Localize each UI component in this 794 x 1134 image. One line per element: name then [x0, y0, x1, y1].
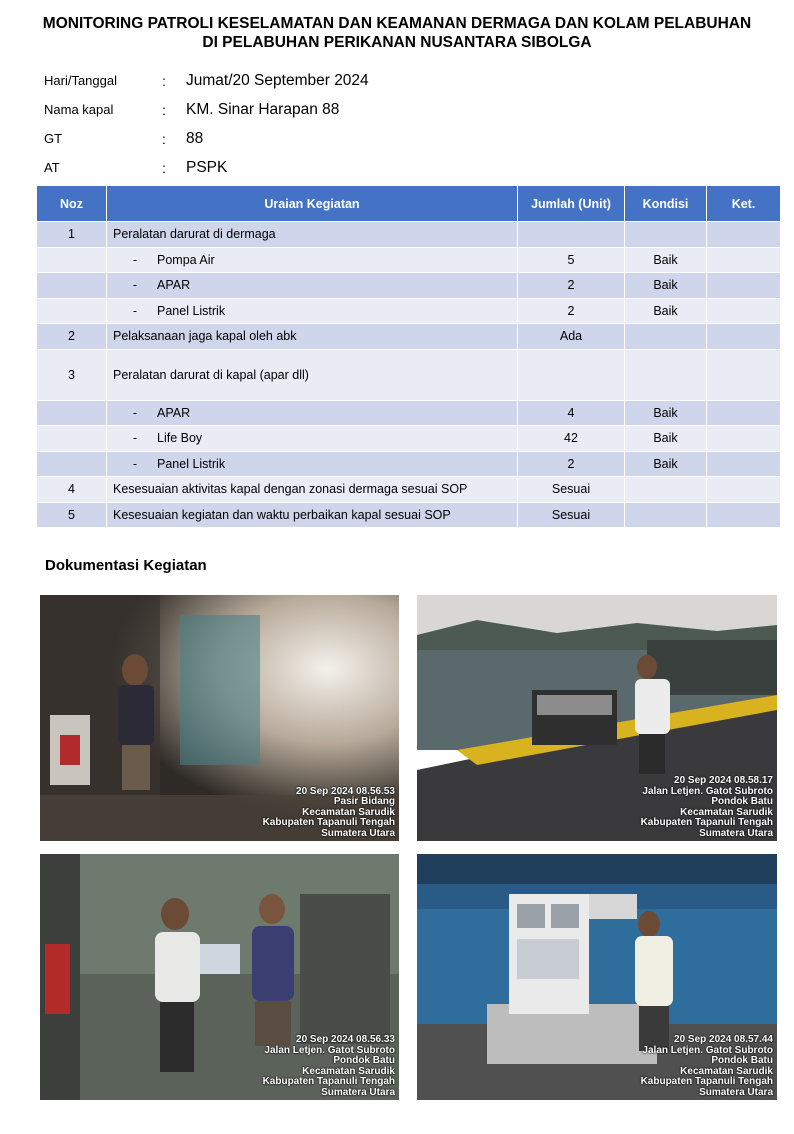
table-row: [37, 273, 781, 299]
cell-uraian: [107, 451, 518, 477]
info-row-gt: [44, 124, 644, 153]
cell-jumlah: [518, 349, 625, 400]
cell-uraian: [107, 247, 518, 273]
cell-jumlah: 5: [518, 247, 625, 273]
cell-jumlah: Sesuai: [518, 502, 625, 528]
cell-no: [37, 451, 107, 477]
info-row-at: [44, 153, 644, 182]
cell-item: Panel Listrik: [157, 303, 226, 318]
info-colon: :: [162, 130, 166, 147]
table-row: [37, 400, 781, 426]
photo-timestamp: 20 Sep 2024 08.57.44 Jalan Letjen. Gatot Subroto Pondok Batu Kecamatan Sarudik Kabupaten Tapanuli Tengah Sumatera Utara: [640, 1034, 773, 1098]
cell-uraian: [107, 400, 518, 426]
cell-no: 1: [37, 222, 107, 248]
info-colon: :: [162, 159, 166, 176]
photo-harbour-quay: [417, 595, 777, 841]
cell-kondisi: [625, 222, 707, 248]
cell-uraian: Kesesuaian kegiatan dan waktu perbaikan kapal sesuai SOP: [107, 502, 518, 528]
cell-ket: [707, 426, 781, 452]
info-row-ship-name: [44, 95, 644, 124]
cell-no: 2: [37, 324, 107, 350]
table-row: [37, 451, 781, 477]
cell-kondisi: Baik: [625, 273, 707, 299]
photo-electrical-panel: [417, 854, 777, 1100]
cell-uraian: Peralatan darurat di dermaga: [107, 222, 518, 248]
cell-kondisi: [625, 502, 707, 528]
cell-jumlah: 2: [518, 451, 625, 477]
cell-jumlah: Sesuai: [518, 477, 625, 503]
document-title-line2: DI PELABUHAN PERIKANAN NUSANTARA SIBOLGA: [202, 34, 592, 51]
table-row: [37, 298, 781, 324]
cell-dash: -: [132, 456, 138, 471]
cell-kondisi: [625, 477, 707, 503]
info-row-date: [44, 66, 644, 95]
cell-ket: [707, 247, 781, 273]
header-no: Noz: [37, 186, 107, 222]
cell-dash: -: [132, 431, 138, 446]
info-label: Nama kapal: [44, 102, 114, 117]
cell-ket: [707, 451, 781, 477]
cell-item: APAR: [157, 405, 191, 420]
cell-jumlah: Ada: [518, 324, 625, 350]
cell-no: 3: [37, 349, 107, 400]
table-row: [37, 477, 781, 503]
photo-officer-crew: [40, 854, 399, 1100]
cell-item: APAR: [157, 278, 191, 293]
cell-uraian: [107, 273, 518, 299]
info-value: Jumat/20 September 2024: [186, 71, 369, 89]
cell-kondisi: Baik: [625, 247, 707, 273]
info-value: KM. Sinar Harapan 88: [186, 100, 340, 118]
cell-no: [37, 400, 107, 426]
photo-timestamp: 20 Sep 2024 08.58.17 Jalan Letjen. Gatot Subroto Pondok Batu Kecamatan Sarudik Kabupaten Tapanuli Tengah Sumatera Utara: [640, 775, 773, 839]
cell-ket: [707, 349, 781, 400]
info-colon: :: [162, 101, 166, 118]
cell-item: Pompa Air: [157, 252, 215, 267]
cell-kondisi: Baik: [625, 298, 707, 324]
photo-timestamp: 20 Sep 2024 08.56.33 Jalan Letjen. Gatot Subroto Pondok Batu Kecamatan Sarudik Kabupaten Tapanuli Tengah Sumatera Utara: [262, 1034, 395, 1098]
document-title: [0, 14, 794, 52]
cell-no: [37, 298, 107, 324]
cell-kondisi: [625, 349, 707, 400]
cell-uraian: Pelaksanaan jaga kapal oleh abk: [107, 324, 518, 350]
info-value: 88: [186, 129, 204, 147]
info-label: Hari/Tanggal: [44, 73, 117, 88]
table-row: [37, 426, 781, 452]
table-row: [37, 324, 781, 350]
cell-uraian: [107, 298, 518, 324]
table-header-row: [37, 186, 781, 222]
vessel-info: [44, 66, 644, 182]
header-ket: Ket.: [707, 186, 781, 222]
header-uraian: Uraian Kegiatan: [107, 186, 518, 222]
cell-jumlah: 2: [518, 298, 625, 324]
cell-no: 5: [37, 502, 107, 528]
cell-ket: [707, 298, 781, 324]
cell-item: Life Boy: [157, 431, 203, 446]
cell-ket: [707, 324, 781, 350]
cell-dash: -: [132, 252, 138, 267]
cell-jumlah: 2: [518, 273, 625, 299]
cell-jumlah: 42: [518, 426, 625, 452]
cell-item: Panel Listrik: [157, 456, 226, 471]
cell-dash: -: [132, 303, 138, 318]
cell-ket: [707, 273, 781, 299]
info-value: PSPK: [186, 158, 228, 176]
cell-uraian: [107, 426, 518, 452]
cell-dash: -: [132, 405, 138, 420]
cell-dash: -: [132, 278, 138, 293]
cell-no: 4: [37, 477, 107, 503]
photo-timestamp: 20 Sep 2024 08.56.53 Pasir Bidang Kecamatan Sarudik Kabupaten Tapanuli Tengah Sumatera Utara: [262, 785, 395, 839]
activity-table: [36, 185, 781, 528]
cell-kondisi: Baik: [625, 451, 707, 477]
table-row: [37, 247, 781, 273]
cell-ket: [707, 400, 781, 426]
documentation-title: Dokumentasi Kegiatan: [45, 557, 207, 574]
table-row: [37, 349, 781, 400]
header-jumlah: Jumlah (Unit): [518, 186, 625, 222]
cell-kondisi: Baik: [625, 400, 707, 426]
table-row: [37, 502, 781, 528]
cell-jumlah: 4: [518, 400, 625, 426]
cell-no: [37, 273, 107, 299]
info-colon: :: [162, 72, 166, 89]
cell-ket: [707, 222, 781, 248]
table-row: [37, 222, 781, 248]
cell-kondisi: [625, 324, 707, 350]
info-label: GT: [44, 131, 63, 146]
document-title-line1: MONITORING PATROLI KESELAMATAN DAN KEAMANAN DERMAGA DAN KOLAM PELABUHAN: [42, 15, 752, 32]
cell-uraian: Peralatan darurat di kapal (apar dll): [107, 349, 518, 400]
cell-kondisi: Baik: [625, 426, 707, 452]
header-kondisi: Kondisi: [625, 186, 707, 222]
cell-uraian: Kesesuaian aktivitas kapal dengan zonasi dermaga sesuai SOP: [107, 477, 518, 503]
info-label: AT: [44, 160, 60, 175]
photo-ship-interior: [40, 595, 399, 841]
cell-ket: [707, 502, 781, 528]
cell-no: [37, 426, 107, 452]
cell-no: [37, 247, 107, 273]
cell-ket: [707, 477, 781, 503]
cell-jumlah: [518, 222, 625, 248]
